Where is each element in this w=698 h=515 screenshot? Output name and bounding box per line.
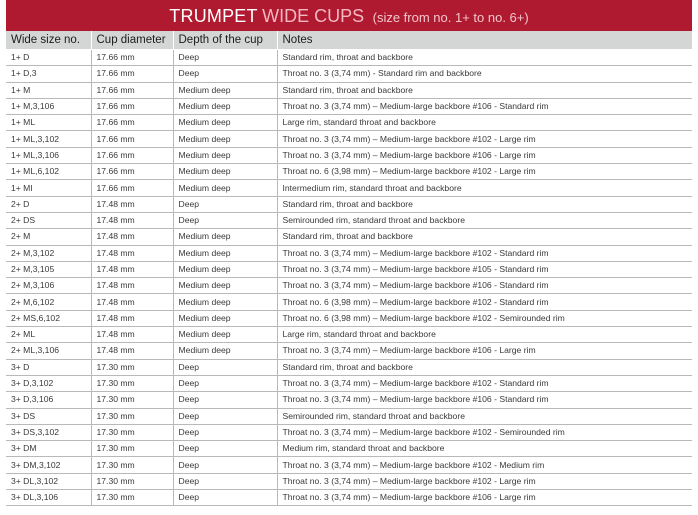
cell-size: 2+ M,6,102 [6, 294, 91, 310]
cell-depth: Deep [173, 424, 277, 440]
table-row [6, 212, 692, 228]
document [6, 0, 692, 506]
cell-size: 1+ ML [6, 115, 91, 131]
cell-diameter: 17.66 mm [91, 131, 173, 147]
table-row [6, 50, 692, 66]
cell-size: 3+ D,3,106 [6, 392, 91, 408]
cell-depth: Deep [173, 473, 277, 489]
title-accent: WIDE CUPS [262, 6, 365, 26]
table-row [6, 343, 692, 359]
cell-depth: Deep [173, 375, 277, 391]
cell-depth: Medium deep [173, 164, 277, 180]
cell-size: 2+ MS,6,102 [6, 310, 91, 326]
cell-notes: Throat no. 3 (3,74 mm) – Medium-large backbore #102 - Large rim [277, 131, 692, 147]
cell-diameter: 17.66 mm [91, 147, 173, 163]
cell-notes: Medium rim, standard throat and backbore [277, 441, 692, 457]
cell-size: 1+ ML,3,102 [6, 131, 91, 147]
table-row [6, 359, 692, 375]
table-row [6, 310, 692, 326]
cell-notes: Intermedium rim, standard throat and backbore [277, 180, 692, 196]
cell-diameter: 17.66 mm [91, 180, 173, 196]
table-row [6, 229, 692, 245]
cell-notes: Throat no. 3 (3,74 mm) – Medium-large backbore #106 - Large rim [277, 343, 692, 359]
cell-notes: Throat no. 6 (3,98 mm) – Medium-large backbore #102 - Standard rim [277, 294, 692, 310]
cell-depth: Deep [173, 50, 277, 66]
cell-size: 3+ DS [6, 408, 91, 424]
cell-diameter: 17.30 mm [91, 359, 173, 375]
cell-depth: Deep [173, 408, 277, 424]
cell-depth: Medium deep [173, 180, 277, 196]
cell-depth: Deep [173, 66, 277, 82]
table-row [6, 392, 692, 408]
cell-notes: Large rim, standard throat and backbore [277, 327, 692, 343]
cell-diameter: 17.66 mm [91, 115, 173, 131]
cell-diameter: 17.48 mm [91, 343, 173, 359]
cell-diameter: 17.48 mm [91, 245, 173, 261]
cell-size: 3+ DM,3,102 [6, 457, 91, 473]
cell-size: 3+ DL,3,106 [6, 490, 91, 506]
cell-size: 3+ DS,3,102 [6, 424, 91, 440]
table-row [6, 66, 692, 82]
cell-depth: Deep [173, 196, 277, 212]
header-cup-diameter: Cup diameter [91, 31, 173, 50]
table-body [6, 50, 692, 506]
cell-diameter: 17.30 mm [91, 441, 173, 457]
cell-size: 1+ ML,6,102 [6, 164, 91, 180]
cell-notes: Throat no. 6 (3,98 mm) – Medium-large backbore #102 - Semirounded rim [277, 310, 692, 326]
cell-size: 2+ ML [6, 327, 91, 343]
cell-size: 2+ DS [6, 212, 91, 228]
cell-size: 1+ D [6, 50, 91, 66]
table-row [6, 473, 692, 489]
table-header-row [6, 31, 692, 50]
cell-diameter: 17.48 mm [91, 310, 173, 326]
cell-size: 1+ ML,3,106 [6, 147, 91, 163]
cell-diameter: 17.30 mm [91, 392, 173, 408]
cell-depth: Deep [173, 359, 277, 375]
cell-size: 3+ D,3,102 [6, 375, 91, 391]
cell-notes: Throat no. 3 (3,74 mm) – Medium-large backbore #105 - Standard rim [277, 261, 692, 277]
cell-depth: Medium deep [173, 131, 277, 147]
table-row [6, 457, 692, 473]
cell-depth: Medium deep [173, 82, 277, 98]
table-row [6, 82, 692, 98]
cell-size: 2+ D [6, 196, 91, 212]
cell-diameter: 17.48 mm [91, 196, 173, 212]
cell-notes: Standard rim, throat and backbore [277, 82, 692, 98]
cell-notes: Throat no. 3 (3,74 mm) – Medium-large backbore #106 - Large rim [277, 490, 692, 506]
cell-size: 3+ DL,3,102 [6, 473, 91, 489]
cell-notes: Throat no. 3 (3,74 mm) – Medium-large backbore #106 - Large rim [277, 147, 692, 163]
cell-diameter: 17.66 mm [91, 98, 173, 114]
cell-size: 1+ M [6, 82, 91, 98]
cell-depth: Deep [173, 441, 277, 457]
cell-diameter: 17.30 mm [91, 457, 173, 473]
table-row [6, 441, 692, 457]
cell-diameter: 17.48 mm [91, 261, 173, 277]
cell-size: 2+ M,3,106 [6, 278, 91, 294]
cell-notes: Throat no. 3 (3,74 mm) – Medium-large backbore #102 - Medium rim [277, 457, 692, 473]
table-row [6, 180, 692, 196]
cell-diameter: 17.48 mm [91, 294, 173, 310]
cell-diameter: 17.66 mm [91, 82, 173, 98]
cell-notes: Semirounded rim, standard throat and backbore [277, 212, 692, 228]
cell-depth: Medium deep [173, 98, 277, 114]
cell-size: 2+ ML,3,106 [6, 343, 91, 359]
cell-notes: Throat no. 3 (3,74 mm) - Standard rim and backbore [277, 66, 692, 82]
cell-depth: Medium deep [173, 294, 277, 310]
cell-notes: Standard rim, throat and backbore [277, 50, 692, 66]
table-row [6, 245, 692, 261]
title-banner [6, 0, 692, 31]
table-row [6, 490, 692, 506]
cell-depth: Medium deep [173, 278, 277, 294]
cell-size: 2+ M [6, 229, 91, 245]
cell-notes: Throat no. 3 (3,74 mm) – Medium-large backbore #102 - Semirounded rim [277, 424, 692, 440]
title-main: TRUMPET [169, 6, 258, 26]
table-row [6, 261, 692, 277]
cell-depth: Medium deep [173, 261, 277, 277]
mouthpiece-table [6, 31, 693, 506]
table-row [6, 278, 692, 294]
table-row [6, 131, 692, 147]
cell-diameter: 17.30 mm [91, 490, 173, 506]
header-depth: Depth of the cup [173, 31, 277, 50]
cell-depth: Medium deep [173, 327, 277, 343]
cell-diameter: 17.66 mm [91, 50, 173, 66]
cell-notes: Semirounded rim, standard throat and backbore [277, 408, 692, 424]
cell-notes: Large rim, standard throat and backbore [277, 115, 692, 131]
cell-diameter: 17.30 mm [91, 408, 173, 424]
header-notes: Notes [277, 31, 692, 50]
table-row [6, 424, 692, 440]
cell-depth: Medium deep [173, 147, 277, 163]
cell-notes: Standard rim, throat and backbore [277, 196, 692, 212]
cell-size: 2+ M,3,102 [6, 245, 91, 261]
cell-depth: Medium deep [173, 229, 277, 245]
table-row [6, 98, 692, 114]
cell-notes: Standard rim, throat and backbore [277, 359, 692, 375]
cell-notes: Throat no. 3 (3,74 mm) – Medium-large backbore #102 - Large rim [277, 473, 692, 489]
cell-notes: Standard rim, throat and backbore [277, 229, 692, 245]
cell-diameter: 17.48 mm [91, 278, 173, 294]
cell-notes: Throat no. 3 (3,74 mm) – Medium-large backbore #106 - Standard rim [277, 98, 692, 114]
cell-diameter: 17.66 mm [91, 164, 173, 180]
table-row [6, 375, 692, 391]
cell-size: 1+ MI [6, 180, 91, 196]
table-row [6, 196, 692, 212]
cell-depth: Medium deep [173, 245, 277, 261]
cell-diameter: 17.48 mm [91, 327, 173, 343]
cell-diameter: 17.48 mm [91, 212, 173, 228]
cell-diameter: 17.48 mm [91, 229, 173, 245]
cell-depth: Deep [173, 490, 277, 506]
cell-diameter: 17.30 mm [91, 424, 173, 440]
cell-notes: Throat no. 3 (3,74 mm) – Medium-large backbore #106 - Standard rim [277, 278, 692, 294]
cell-depth: Medium deep [173, 310, 277, 326]
table-row [6, 408, 692, 424]
cell-diameter: 17.30 mm [91, 375, 173, 391]
cell-diameter: 17.30 mm [91, 473, 173, 489]
cell-depth: Deep [173, 392, 277, 408]
cell-notes: Throat no. 3 (3,74 mm) – Medium-large backbore #106 - Standard rim [277, 392, 692, 408]
table-row [6, 147, 692, 163]
cell-size: 2+ M,3,105 [6, 261, 91, 277]
table-row [6, 164, 692, 180]
table-row [6, 327, 692, 343]
cell-diameter: 17.66 mm [91, 66, 173, 82]
table-row [6, 115, 692, 131]
cell-depth: Deep [173, 457, 277, 473]
cell-size: 3+ DM [6, 441, 91, 457]
cell-size: 1+ M,3,106 [6, 98, 91, 114]
cell-depth: Medium deep [173, 343, 277, 359]
title-note: (size from no. 1+ to no. 6+) [372, 10, 529, 25]
cell-size: 3+ D [6, 359, 91, 375]
table-row [6, 294, 692, 310]
cell-depth: Medium deep [173, 115, 277, 131]
cell-notes: Throat no. 3 (3,74 mm) – Medium-large backbore #102 - Standard rim [277, 245, 692, 261]
cell-size: 1+ D,3 [6, 66, 91, 82]
cell-notes: Throat no. 6 (3,98 mm) – Medium-large backbore #102 - Large rim [277, 164, 692, 180]
header-wide-size: Wide size no. [6, 31, 91, 50]
cell-depth: Deep [173, 212, 277, 228]
cell-notes: Throat no. 3 (3,74 mm) – Medium-large backbore #102 - Standard rim [277, 375, 692, 391]
